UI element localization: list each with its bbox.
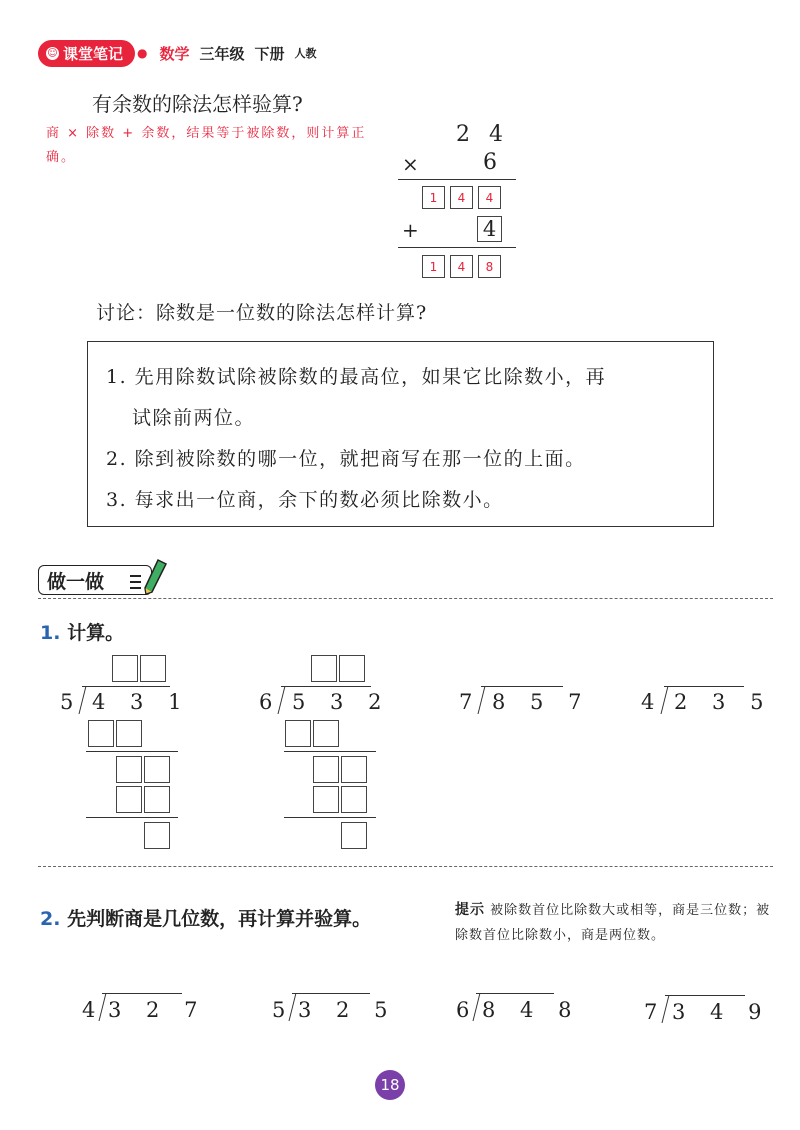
- result-digit: 4: [450, 255, 473, 278]
- work-line: [86, 751, 178, 752]
- result-digit: 1: [422, 255, 445, 278]
- hint-label: 提示: [455, 902, 485, 918]
- rules-box: [87, 341, 714, 527]
- multiplicand: 2 4: [456, 122, 509, 147]
- rule-1: 1. 先用除数试除被除数的最高位，如果它比除数小，再: [106, 366, 607, 388]
- answer-box[interactable]: [140, 655, 166, 682]
- product-digit: 4: [450, 186, 473, 209]
- divisor: 6: [456, 998, 470, 1022]
- dividend: 8 5 7: [492, 690, 591, 714]
- answer-box[interactable]: [311, 655, 337, 682]
- divisor: 5: [272, 998, 286, 1022]
- division-bracket: [661, 686, 669, 714]
- divisor: 6: [259, 690, 273, 714]
- dividend: 3 4 9: [672, 1000, 771, 1024]
- answer-box[interactable]: [313, 720, 339, 747]
- division-bar: [292, 993, 370, 994]
- division-bar: [481, 686, 563, 687]
- multiplier: 6: [483, 150, 497, 175]
- q1-number: 1.: [40, 622, 61, 644]
- pen-icon: [128, 556, 172, 596]
- work-line: [86, 817, 178, 818]
- answer-box[interactable]: [341, 786, 367, 813]
- division-bar: [665, 995, 745, 996]
- hint-box: [455, 898, 775, 948]
- q1-title: [40, 618, 124, 645]
- work-line: [284, 817, 376, 818]
- discussion-title: 讨论：除数是一位数的除法怎样计算?: [96, 302, 428, 324]
- division-bracket: [473, 993, 481, 1021]
- division-bracket: [478, 686, 486, 714]
- answer-box[interactable]: [144, 786, 170, 813]
- divider: [38, 866, 773, 867]
- divisor: 4: [82, 998, 96, 1022]
- grade: 三年级: [199, 44, 245, 63]
- brand-logo: [38, 40, 135, 67]
- term: 下册: [254, 44, 285, 63]
- edition: 人教: [294, 47, 317, 60]
- calc-line-2: [398, 247, 516, 248]
- work-line: [284, 751, 376, 752]
- answer-box[interactable]: [339, 655, 365, 682]
- dividend: 8 4 8: [482, 998, 581, 1022]
- smile-icon: ☺: [47, 47, 58, 59]
- q2-title: [40, 904, 371, 931]
- answer-box[interactable]: [144, 822, 170, 849]
- division-bracket: [79, 686, 87, 714]
- dividend: 3 2 7: [108, 998, 207, 1022]
- answer-box[interactable]: [313, 786, 339, 813]
- answer-box[interactable]: [341, 822, 367, 849]
- division-bar: [281, 686, 371, 687]
- divisor: 7: [459, 690, 473, 714]
- page-number: 18: [375, 1070, 405, 1100]
- practice-label: 做一做: [38, 565, 152, 595]
- answer-box[interactable]: [313, 756, 339, 783]
- division-bracket: [662, 995, 670, 1023]
- dividend: 4 3 1: [92, 690, 191, 714]
- dividend: 2 3 5: [674, 690, 773, 714]
- spark-icon: ●: [137, 46, 148, 60]
- answer-box[interactable]: [285, 720, 311, 747]
- plus-sign: +: [402, 218, 419, 242]
- check-question: 有余数的除法怎样验算?: [92, 92, 303, 116]
- rule-1-cont: 试除前两位。: [132, 407, 256, 429]
- answer-box[interactable]: [88, 720, 114, 747]
- division-bar: [82, 686, 170, 687]
- answer-box[interactable]: [116, 720, 142, 747]
- page-header: [38, 40, 317, 66]
- division-bar: [476, 993, 554, 994]
- hint-text: 被除数首位比除数大或相等，商是三位数；被除数首位比除数小，商是两位数。: [455, 903, 771, 943]
- division-bar: [102, 993, 182, 994]
- result-digit: 8: [478, 255, 501, 278]
- divisor: 4: [641, 690, 655, 714]
- dividend: 3 2 5: [298, 998, 397, 1022]
- q2-text: 先判断商是几位数，再计算并验算。: [67, 908, 372, 930]
- subject: 数学: [159, 44, 190, 63]
- calc-line-1: [398, 179, 516, 180]
- division-bracket: [289, 993, 297, 1021]
- rule-3: 3. 每求出一位商，余下的数必须比除数小。: [106, 489, 504, 511]
- times-sign: ×: [402, 152, 419, 176]
- answer-box[interactable]: [116, 786, 142, 813]
- divisor: 7: [644, 1000, 658, 1024]
- division-bracket: [278, 686, 286, 714]
- q1-text: 计算。: [67, 622, 125, 644]
- product-digit: 1: [422, 186, 445, 209]
- q2-number: 2.: [40, 908, 61, 930]
- answer-box[interactable]: [341, 756, 367, 783]
- answer-box[interactable]: [112, 655, 138, 682]
- divider: [38, 598, 773, 599]
- division-bracket: [99, 993, 107, 1021]
- divisor: 5: [60, 690, 74, 714]
- rule-2: 2. 除到被除数的哪一位，就把商写在那一位的上面。: [106, 448, 586, 470]
- remainder-box: 4: [477, 216, 502, 242]
- check-note: 商 × 除数 + 余数，结果等于被除数，则计算正确。: [46, 126, 367, 165]
- answer-box[interactable]: [144, 756, 170, 783]
- dividend: 5 3 2: [292, 690, 391, 714]
- product-digit: 4: [478, 186, 501, 209]
- division-bar: [664, 686, 744, 687]
- brand-name: 课堂笔记: [63, 44, 124, 63]
- answer-box[interactable]: [116, 756, 142, 783]
